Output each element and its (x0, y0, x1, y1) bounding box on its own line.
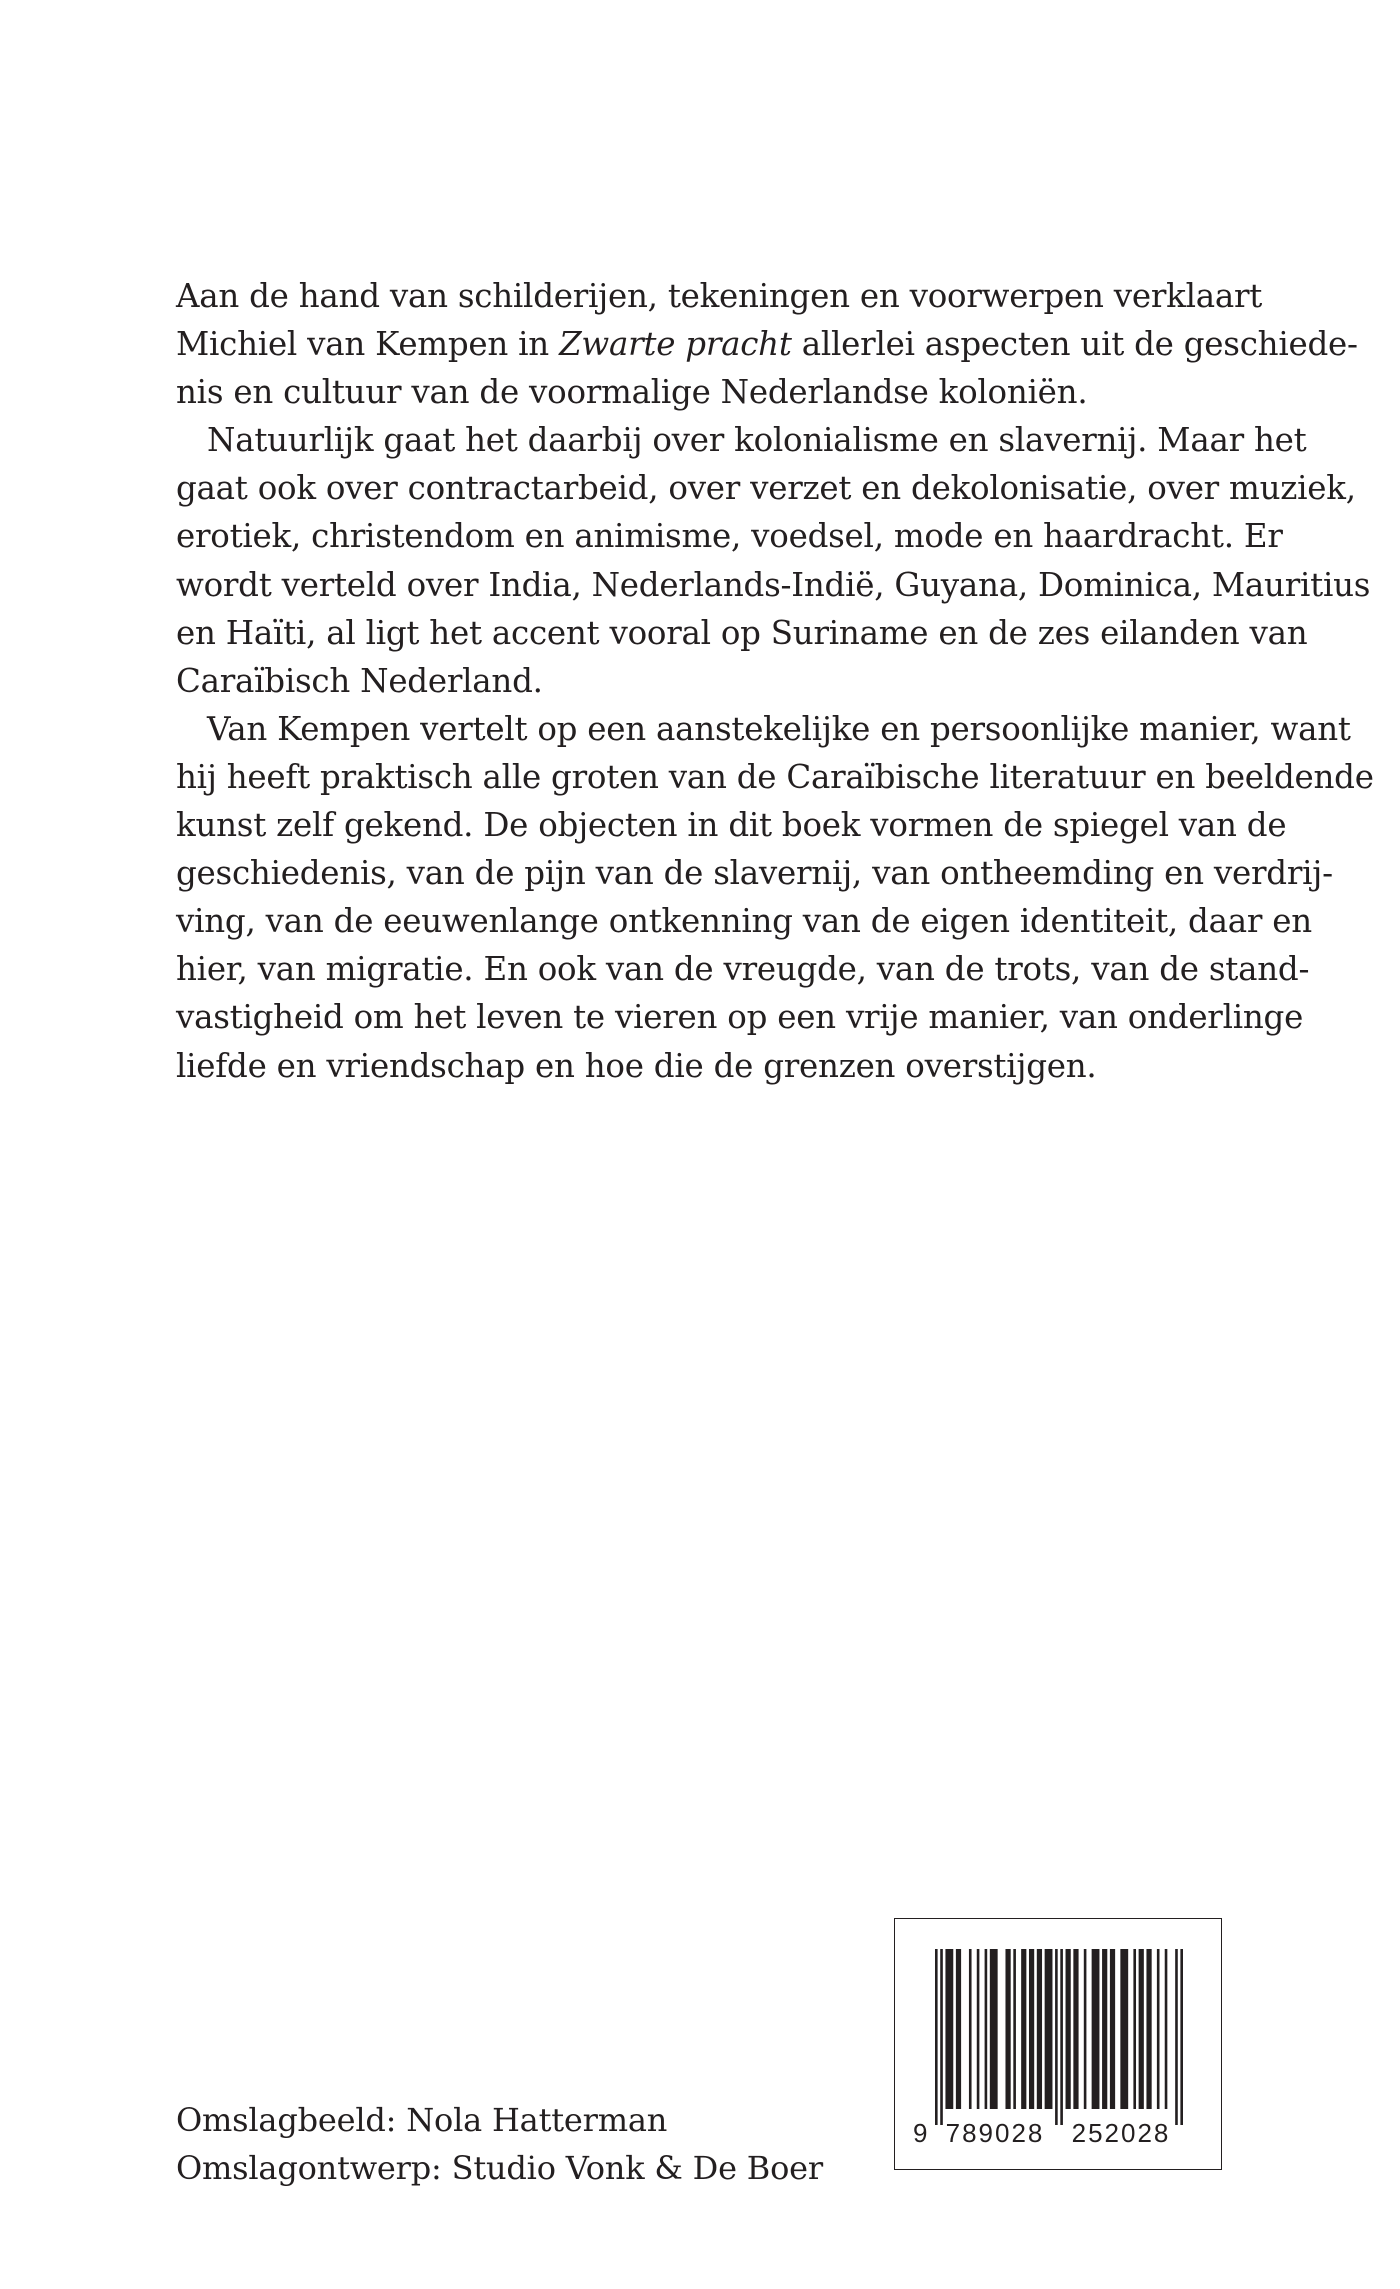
barcode-bar (956, 1949, 961, 2109)
text-line (176, 801, 1287, 849)
barcode-bar (1120, 1949, 1128, 2109)
cover-design-credit: Omslagontwerp: Studio Vonk & De Boer (176, 2149, 823, 2187)
barcode-digit-group-3: 252028 (1071, 2118, 1171, 2148)
barcode-bar (1133, 1949, 1136, 2109)
cover-credits (176, 2096, 823, 2192)
barcode-bar (985, 1949, 988, 2109)
text-line (176, 993, 1304, 1041)
barcode-bar (990, 1949, 998, 2109)
blurb-text (176, 272, 1374, 1090)
text-run: nis en cultuur van de voormalige Nederlandse koloniën. (176, 373, 1088, 412)
barcode-bar (1092, 1949, 1100, 2109)
isbn-barcode-box (894, 1918, 1222, 2170)
text-line (176, 368, 1236, 416)
barcode-guard-bar (1055, 1949, 1058, 2125)
text-run: en Haïti, al ligt het accent vooral op Suriname en de zes eilanden van (176, 613, 1308, 652)
text-line (176, 561, 1371, 609)
text-run: wordt verteld over India, Nederlands-Indië, Guyana, Dominica, Mauritius (176, 565, 1371, 604)
blurb-paragraph-2 (176, 416, 1371, 705)
text-run: Aan de hand van schilderijen, tekeningen en voorwerpen verklaart (176, 277, 1263, 315)
barcode-bar (1066, 1949, 1071, 2109)
book-title: Zwarte pracht (559, 325, 792, 364)
barcode-bar (1073, 1949, 1078, 2109)
barcode-bars (935, 1949, 1183, 2125)
barcode-guard-bar (935, 1949, 938, 2125)
text-line (176, 464, 1356, 512)
text-line (176, 753, 1374, 801)
text-run: Michiel van Kempen in (176, 325, 560, 364)
barcode-bar (1013, 1949, 1016, 2109)
barcode-bar (1045, 1949, 1053, 2109)
blurb-paragraph-3 (176, 705, 1374, 1090)
text-run: Caraïbisch Nederland. (176, 661, 543, 700)
barcode-bar (1157, 1949, 1160, 2109)
text-line (176, 609, 1308, 657)
text-run: liefde en vriendschap en hoe die de grenzen overstijgen. (176, 1046, 1097, 1085)
barcode-bar (1037, 1949, 1042, 2109)
barcode-bar (1110, 1949, 1115, 2109)
text-run: hij heeft praktisch alle groten van de Caraïbische literatuur en beeldende (176, 757, 1374, 796)
barcode-bar (1005, 1949, 1010, 2109)
cover-image-credit: Omslagbeeld: Nola Hatterman (176, 2101, 668, 2139)
text-run: Natuurlijk gaat het daarbij over kolonialisme en slavernij. Maar het (207, 421, 1307, 460)
barcode-bar (1021, 1949, 1026, 2109)
barcode-guard-bar (940, 1949, 943, 2125)
text-run: ving, van de eeuwenlange ontkenning van de eigen identiteit, daar en (176, 902, 1312, 941)
text-run: gaat ook over contractarbeid, over verzet en dekolonisatie, over muziek, (176, 469, 1356, 508)
text-run: Van Kempen vertelt op een aanstekelijke en persoonlijke manier, want (207, 709, 1351, 748)
text-run: vastigheid om het leven te vieren op een vrije manier, van onderlinge (176, 998, 1304, 1037)
text-line (176, 320, 1358, 368)
text-run: allerlei aspecten uit de geschiede- (791, 325, 1358, 364)
barcode-bar (1029, 1949, 1034, 2109)
barcode-guard-bar (1175, 1949, 1178, 2125)
text-line (176, 416, 1307, 464)
text-line (176, 945, 1310, 993)
text-line (176, 897, 1312, 945)
text-run: hier, van migratie. En ook van de vreugde, van de trots, van de stand- (176, 950, 1310, 989)
barcode-bar (1146, 1949, 1151, 2109)
text-line (176, 272, 1263, 320)
text-run: erotiek, christendom en animisme, voedsel, mode en haardracht. Er (176, 517, 1283, 556)
barcode-bar (969, 1949, 972, 2109)
barcode-digit-group-2: 789028 (945, 2118, 1045, 2148)
barcode-guard-bar (1180, 1949, 1183, 2125)
barcode-bar (1165, 1949, 1168, 2109)
text-run: kunst zelf gekend. De objecten in dit boek vormen de spiegel van de (176, 806, 1287, 845)
text-run: geschiedenis, van de pijn van de slavernij, van ontheemding en verdrij- (176, 854, 1333, 893)
text-line (176, 657, 1236, 705)
barcode-bar (945, 1949, 953, 2109)
text-line (176, 1042, 1236, 1090)
isbn-barcode (913, 1949, 1183, 2148)
barcode-guard-bar (1060, 1949, 1063, 2125)
barcode-digit-group-1: 9 (913, 2118, 928, 2148)
blurb-paragraph-1 (176, 272, 1358, 416)
barcode-bar (977, 1949, 980, 2109)
text-line (176, 705, 1351, 753)
barcode-bar (1139, 1949, 1144, 2109)
barcode-bar (1102, 1949, 1107, 2109)
text-line (176, 849, 1333, 897)
text-line (176, 512, 1283, 560)
barcode-bar (1084, 1949, 1087, 2109)
